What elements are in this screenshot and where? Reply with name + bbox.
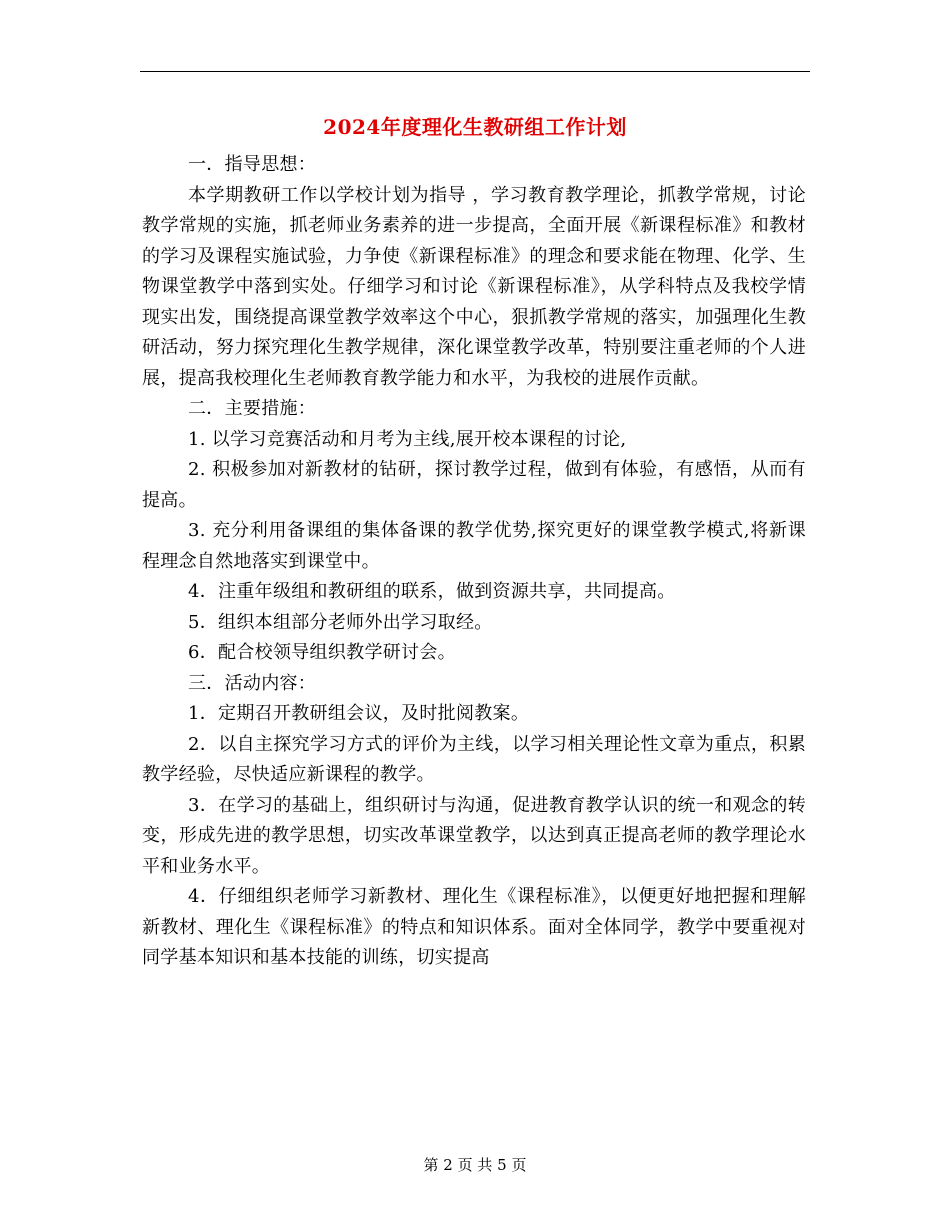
document-body	[142, 150, 806, 974]
section-heading-main-measures: 二．主要措施：	[188, 398, 317, 419]
measure-item-6: 6．配合校领导组织教学研讨会。	[188, 642, 456, 663]
header-rule	[140, 71, 810, 72]
measure-item-3: 3. 充分利用备课组的集体备课的教学优势,探究更好的课堂教学模式,将新课程理念自然地落实到课堂中。	[142, 520, 806, 572]
measure-item-2: 2. 积极参加对新教材的钻研，探讨教学过程，做到有体验，有感悟，从而有提高。	[142, 459, 806, 511]
section-heading-activities: 三．活动内容：	[188, 672, 317, 694]
measure-item-5: 5．组织本组部分老师外出学习取经。	[188, 611, 493, 633]
activity-item-1: 1．定期召开教研组会议，及时批阅教案。	[188, 703, 530, 724]
paragraph-guiding-ideology: 本学期教研工作以学校计划为指导 ，学习教育教学理论，抓教学常规，讨论教学常规的实施，抓老师业务素养的进一步提高，全面开展《新课程标准》和教材的学习及课程实施试验，力争使《新课程标准》的理念和要求能在物理、化学、生物课堂教学中落到实处。仔细学习和讨论《新课程标准》，从学科特点及我校学情现实出发，围绕提高课堂教学效率这个中心，狠抓教学常规的落实，加强理化生教研活动，努力探究理化生教学规律，深化课堂教学改革，特别要注重老师的个人进展，提高我校理化生老师教育教学能力和水平，为我校的进展作贡献。	[142, 184, 806, 389]
document-title: 2024年度理化生教研组工作计划	[323, 115, 627, 139]
measure-item-4: 4．注重年级组和教研组的联系，做到资源共享，共同提高。	[188, 581, 676, 602]
activity-item-3: 3．在学习的基础上，组织研讨与沟通，促进教育教学认识的统一和观念的转变，形成先进的教学思想，切实改革课堂教学，以达到真正提高老师的教学理论水平和业务水平。	[142, 794, 806, 877]
section-heading-guiding-ideology: 一．指导思想：	[188, 154, 317, 175]
activity-item-2: 2．以自主探究学习方式的评价为主线，以学习相关理论性文章为重点，积累教学经验，尽快适应新课程的教学。	[142, 733, 806, 785]
measure-item-1: 1. 以学习竞赛活动和月考为主线,展开校本课程的讨论,	[188, 428, 627, 450]
page-number-footer: 第 2 页 共 5 页	[423, 1156, 527, 1174]
activity-item-4: 4．仔细组织老师学习新教材、理化生《课程标准》，以便更好地把握和理解新教材、理化生《课程标准》的特点和知识体系。面对全体同学，教学中要重视对同学基本知识和基本技能的训练，切实提高	[142, 886, 806, 968]
